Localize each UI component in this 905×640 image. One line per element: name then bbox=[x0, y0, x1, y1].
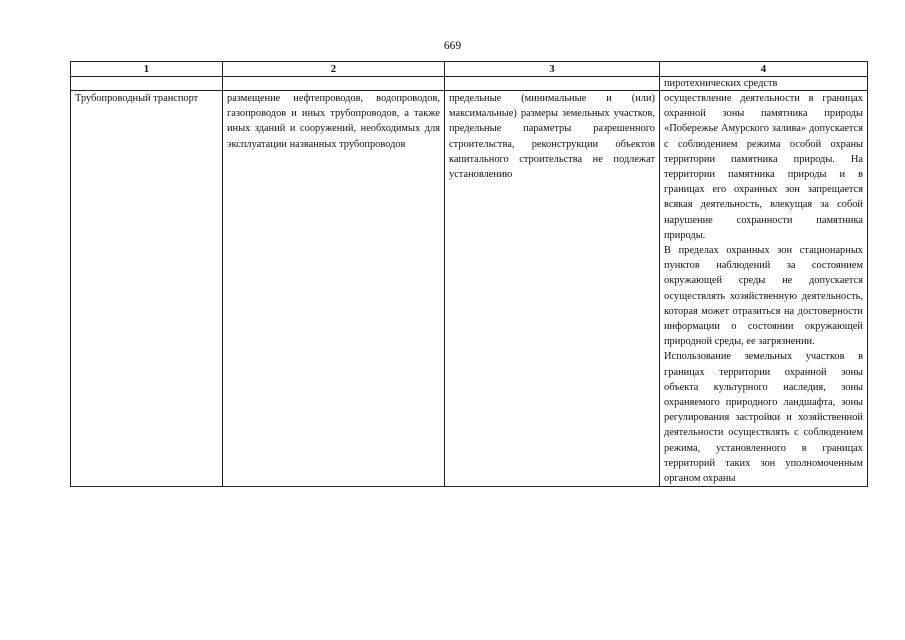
restriction-paragraph: осуществление деятельности в границах охранной зоны памятника природы «Побережье Амурского залива» допускается с соблюдением режима особой охраны территории памятника природы. На территории памятника природы и в границах его охранных зон запрещается всякая деятельность, влекущая за собой нарушение сохранности памятника природы. bbox=[664, 93, 863, 241]
continuation-col-1 bbox=[71, 77, 223, 91]
continuation-col-4: пиротехнических средств bbox=[660, 77, 868, 91]
continuation-col-2 bbox=[223, 77, 445, 91]
construction-parameters: предельные (минимальные и (или) максимальные) размеры земельных участков, предельные параметры разрешенного строительства, реконструкции объектов капитального строительства не подлежат установлению bbox=[445, 91, 660, 487]
table-header-row bbox=[71, 62, 868, 77]
header-col-2: 2 bbox=[223, 62, 445, 77]
table-row-continuation bbox=[71, 77, 868, 91]
header-col-4: 4 bbox=[660, 62, 868, 77]
land-use-description: размещение нефтепроводов, водопроводов, газопроводов и иных трубопроводов, а также иных зданий и сооружений, необходимых для эксплуатации названных трубопроводов bbox=[223, 91, 445, 487]
restriction-paragraph: В пределах охранных зон стационарных пунктов наблюдений за состоянием окружающей среды не допускается осуществлять хозяйственную деятельность, которая может отразиться на достоверности информации о состоянии окружающей природной среды, ее загрязнении. bbox=[664, 245, 863, 348]
continuation-col-3 bbox=[445, 77, 660, 91]
zoning-table bbox=[70, 61, 868, 487]
header-col-1: 1 bbox=[71, 62, 223, 77]
header-col-3: 3 bbox=[445, 62, 660, 77]
restriction-paragraph: Использование земельных участков в границах территории охранной зоны объекта культурного наследия, зоны охраняемого природного ландшафта, зоны регулирования застройки и хозяйственной деятельности осуществлять с соблюдением режима, установленного в границах территорий таких зон уполномоченным органом охраны bbox=[664, 351, 863, 485]
land-use-type: Трубопроводный транспорт bbox=[71, 91, 223, 487]
table-row bbox=[71, 91, 868, 487]
page-number: 669 bbox=[443, 40, 462, 52]
restrictions-cell bbox=[660, 91, 868, 487]
